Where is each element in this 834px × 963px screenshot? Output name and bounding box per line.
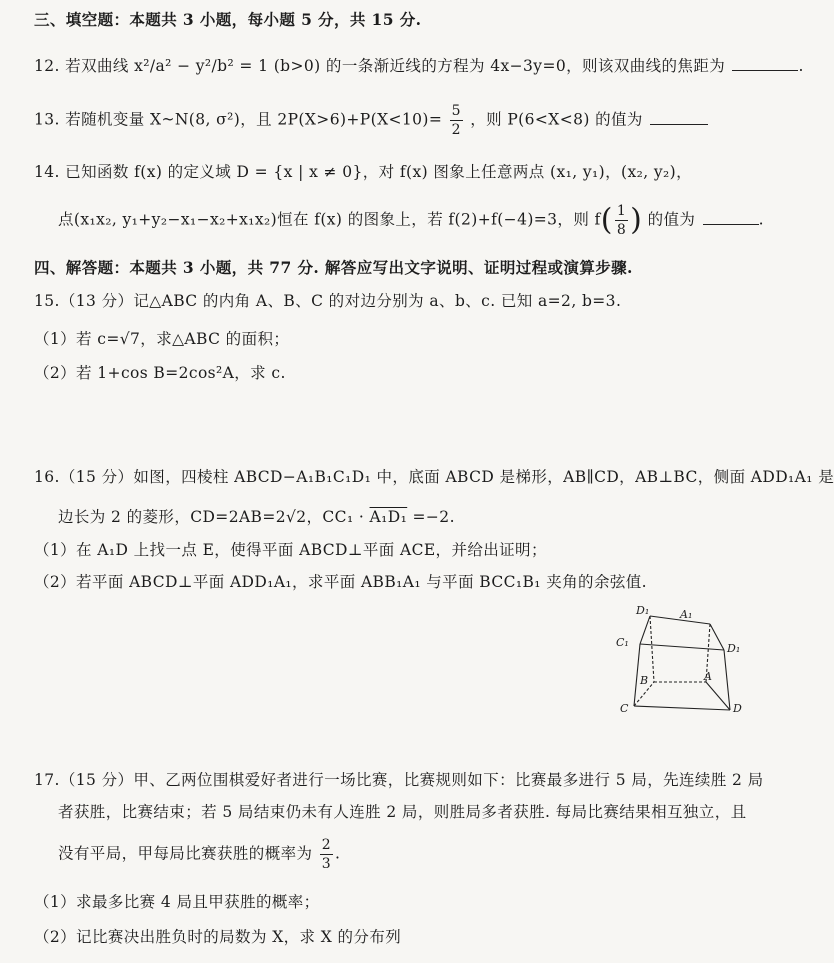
question-14-line-2-a: 点(x₁x₂, y₁+y₂−x₁−x₂+x₁x₂)恒在 f(x) 的图象上，若 f(2)+f(−4)=3，则 f: [58, 210, 601, 229]
question-16-vector: A₁D₁: [369, 508, 408, 526]
question-17-fraction-numerator: 2: [321, 837, 332, 853]
figure-label-b: B: [640, 674, 649, 687]
question-17-line-3-a: 没有平局，甲每局比赛获胜的概率为: [58, 844, 313, 863]
question-14-fraction-numerator: 1: [616, 203, 627, 219]
question-14-line-2-b: 的值为: [647, 210, 696, 229]
figure-label-d: D: [733, 702, 742, 715]
question-16-part-1: （1）在 A₁D 上找一点 E，使得平面 ABCD⊥平面 ACE，并给出证明；: [34, 541, 547, 559]
question-14-line-1: 14. 已知函数 f(x) 的定义域 D = {x | x ≠ 0}，对 f(x) 图象上任意两点 (x₁, y₁)，(x₂, y₂)，: [34, 163, 692, 181]
question-14-fraction: [615, 204, 628, 237]
question-17-part-2: （2）记比赛决出胜负时的局数为 X，求 X 的分布列: [34, 928, 402, 946]
question-17-line-2: 者获胜，比赛结束；若 5 局结束仍未有人连胜 2 局，则胜局多者获胜. 每局比赛结果相互独立，且: [58, 803, 747, 821]
question-16-line-2: [58, 505, 455, 527]
question-15-stem: 15.（13 分）记△ABC 的内角 A、B、C 的对边分别为 a、b、c. 已知 a=2, b=3.: [34, 292, 622, 310]
question-13-fraction: [450, 104, 463, 137]
question-14-fraction-denominator: 8: [616, 222, 627, 238]
question-13-fraction-denominator: 2: [451, 122, 461, 138]
question-17-fraction-denominator: 3: [321, 856, 332, 872]
question-16-line-1: 16.（15 分）如图，四棱柱 ABCD−A₁B₁C₁D₁ 中，底面 ABCD 是梯形，AB∥CD，AB⊥BC，侧面 ADD₁A₁ 是: [34, 468, 834, 486]
question-12-text: 12. 若双曲线 x²/a² − y²/b² = 1 (b>0) 的一条渐近线的方程为 4x−3y=0，则该双曲线的焦距为: [34, 57, 726, 75]
question-16-line-2-b: =−2.: [407, 508, 455, 526]
figure-label-a1: A₁: [680, 608, 693, 621]
section-three-header: 三、填空题：本题共 3 小题，每小题 5 分，共 15 分.: [34, 10, 422, 29]
question-13-number: 13.: [34, 110, 60, 129]
figure-label-c1: C₁: [616, 636, 629, 649]
figure-label-d1: D₁: [636, 604, 650, 617]
question-17-fraction: [320, 838, 333, 871]
figure-label-d1-right: D₁: [727, 642, 741, 655]
answer-blank-14: [703, 224, 759, 225]
question-17-line-1: 17.（15 分）甲、乙两位围棋爱好者进行一场比赛，比赛规则如下：比赛最多进行 5 局，先连续胜 2 局: [34, 771, 764, 789]
question-14-line-2: 点(x₁x₂, y₁+y₂−x₁−x₂+x₁x₂)恒在 f(x) 的图象上，若 f(2)+f(−4)=3，则 f( $\frac{1}{8}$ ) 的值为 .: [58, 202, 764, 238]
question-13: [34, 104, 708, 137]
question-12: 12. 若双曲线 x²/a² − y²/b² = 1 (b>0) 的一条渐近线的方程为 4x−3y=0，则该双曲线的焦距为 .: [34, 57, 804, 75]
question-15-part-2: （2）若 1+cos B=2cos²A，求 c.: [34, 364, 286, 382]
answer-blank-12: [732, 70, 798, 71]
section-four-header: 四、解答题：本题共 3 小题，共 77 分. 解答应写出文字说明、证明过程或演算步骤.: [34, 258, 633, 277]
figure-label-c: C: [620, 702, 629, 715]
question-13-text-b: ，则 P(6<X<8) 的值为: [470, 110, 643, 129]
question-15-part-1: （1）若 c=√7，求△ABC 的面积；: [34, 330, 290, 348]
question-16-part-2: （2）若平面 ABCD⊥平面 ADD₁A₁，求平面 ABB₁A₁ 与平面 BCC₁B₁ 夹角的余弦值.: [34, 573, 647, 591]
question-17-line-3: [58, 838, 340, 871]
figure-label-a: A: [704, 670, 712, 683]
question-17-line-3-b: .: [335, 844, 341, 863]
question-17-part-1: （1）求最多比赛 4 局且甲获胜的概率；: [34, 893, 320, 911]
question-16-line-2-a: 边长为 2 的菱形，CD=2AB=2√2，CC₁ ·: [58, 508, 370, 526]
question-13-fraction-numerator: 5: [451, 103, 461, 119]
answer-blank-13: [650, 124, 708, 125]
prism-figure: [612, 602, 752, 718]
question-13-text-a: 若随机变量 X~N(8, σ²)，且 2P(X>6)+P(X<10)=: [65, 110, 443, 129]
